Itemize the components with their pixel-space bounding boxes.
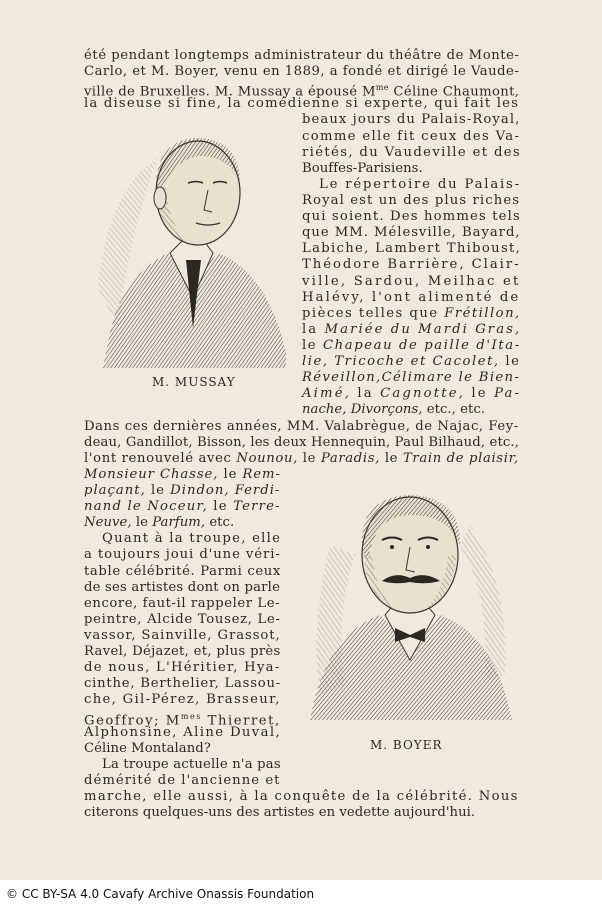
text-line [302, 145, 521, 160]
text-span: le [218, 466, 243, 482]
text-span: été pendant longtemps administrateur du théâtre de Monte- [84, 48, 520, 63]
text-span: le [499, 354, 521, 370]
text-span: démérité de l'ancienne et [84, 772, 281, 788]
text-line [84, 741, 211, 756]
text-span: le [145, 482, 171, 498]
italic-title: Frétillon, [444, 305, 521, 321]
text-span: cinthe, Berthelier, Lassou- [84, 676, 282, 692]
text-span: etc. [205, 515, 235, 531]
text-line [84, 612, 281, 627]
text-span: la diseuse si fine, la comédienne si experte, qui fait les [84, 96, 520, 112]
text-line [84, 483, 280, 498]
text-span: pièces telles que [302, 305, 445, 321]
text-span: Labiche, Lambert Thiboust, [302, 241, 522, 257]
italic-title: plaçant, [84, 482, 146, 498]
superscript: me [375, 83, 389, 93]
text-line [302, 161, 423, 176]
text-span: deau, Gandillot, Bisson, les deux Hennequin, Paul Bilhaud, etc., [84, 434, 520, 450]
text-span: Céline Montaland? [84, 740, 211, 756]
text-line [84, 419, 519, 434]
text-line [84, 64, 519, 79]
text-line [302, 402, 485, 417]
italic-title: Train de plaisir, [402, 450, 519, 466]
text-span: etc., etc. [422, 402, 486, 418]
text-line [302, 257, 521, 272]
text-span: le [297, 450, 321, 466]
text-line [84, 547, 281, 562]
text-line [302, 290, 520, 305]
text-line [302, 225, 521, 240]
text-span: citerons quelques-uns des artistes en vedette aujourd'hui. [84, 805, 476, 821]
text-span: encore, faut-il rappeler Le- [84, 595, 281, 611]
text-line [302, 241, 521, 256]
text-span: l'ont renouvelé avec [84, 450, 237, 466]
text-span: marche, elle aussi, à la conquête de la célébrité. Nous [84, 789, 519, 805]
text-span: peintre, Alcide Tousez, Le- [84, 611, 281, 627]
text-span: le [379, 450, 403, 466]
italic-title: Réveillon,Célimare le Bien- [302, 370, 521, 386]
text-span: le [465, 386, 495, 402]
text-span: Quant à la troupe, elle [102, 531, 282, 547]
text-line [84, 451, 519, 466]
italic-title: nand le Noceur, [84, 499, 208, 515]
text-span: de nous, L'Héritier, Hya- [84, 660, 281, 676]
text-line [84, 515, 234, 530]
text-span: Ravel, Déjazet, et, plus près [84, 644, 281, 660]
mussay-caption: M. MUSSAY [152, 375, 236, 389]
text-span: le [131, 515, 153, 531]
text-line [302, 274, 521, 289]
text-line [84, 644, 281, 659]
text-span: beaux jours du Palais-Royal, [302, 112, 521, 128]
text-span: riétés, du Vaudeville et des [302, 144, 522, 160]
text-line [84, 564, 281, 579]
text-line [84, 96, 519, 111]
text-span: vassor, Sainville, Grassot, [84, 627, 281, 643]
text-line [319, 177, 521, 192]
italic-title: Mariée du Mardi Gras, [324, 321, 522, 337]
text-line [84, 692, 281, 707]
text-span: Théodore Barrière, Clair- [302, 257, 521, 273]
text-span: table célébrité. Parmi ceux [84, 563, 281, 579]
text-line [302, 386, 521, 401]
italic-title: Nounou, [236, 450, 298, 466]
italic-title: Monsieur Chasse, [84, 466, 219, 482]
italic-title: nache, Divorçons, [302, 402, 423, 418]
italic-title: Terre- [233, 499, 281, 515]
text-span: qui soient. Des hommes tels [302, 209, 521, 225]
text-line [102, 757, 281, 772]
italic-title: Chapeau de paille d'Ita- [323, 337, 521, 353]
italic-title: Parfum, [152, 515, 206, 531]
text-span: Halévy, l'ont alimenté de [302, 289, 521, 305]
text-line [84, 628, 281, 643]
text-line [302, 338, 521, 353]
boyer-portrait [300, 485, 520, 725]
text-span: Geoffroy; M [84, 712, 181, 728]
text-line [84, 805, 475, 820]
text-span: que MM. Mélesville, Bayard, [302, 225, 521, 241]
text-line [302, 370, 520, 385]
text-line [84, 48, 519, 63]
license-footer: © CC BY-SA 4.0 Cavafy Archive Onassis Foundation [0, 880, 602, 909]
italic-title: Rem- [242, 466, 281, 482]
text-span: de ses artistes dont on parle [84, 579, 281, 595]
text-line [302, 112, 520, 127]
italic-title: Dindon, Ferdi- [170, 482, 281, 498]
text-line [84, 435, 519, 450]
text-line [84, 676, 281, 691]
italic-title: Cagnotte, [380, 386, 466, 402]
mussay-portrait [88, 128, 293, 368]
text-span: ville de Bruxelles. M. Mussay a épousé M [84, 84, 376, 100]
text-line [84, 773, 281, 788]
text-line [102, 531, 281, 546]
text-line [84, 499, 281, 514]
text-line [84, 580, 280, 595]
text-span: la [351, 386, 381, 402]
text-line [84, 660, 281, 675]
text-span: Bouffes-Parisiens. [302, 160, 423, 176]
text-span: Royal est un des plus riches [302, 192, 521, 208]
italic-title: Pa- [494, 386, 522, 402]
text-line [84, 467, 281, 482]
text-span: che, Gil-Pérez, Brasseur, [84, 692, 281, 708]
text-span: Le répertoire du Palais- [319, 176, 521, 192]
text-line [84, 725, 281, 740]
text-span: Thierret, [201, 712, 281, 728]
text-span: Carlo, et M. Boyer, venu en 1889, a fondé et dirigé le Vaude- [84, 64, 520, 80]
italic-title: Neuve, [84, 515, 132, 531]
text-span: le [302, 337, 323, 353]
text-span: Alphonsine, Aline Duval, [84, 724, 282, 740]
text-span: Céline Chaumont, [388, 84, 520, 100]
text-line [84, 596, 280, 611]
text-span: Dans ces dernières années, MM. Valabrègue, de Najac, Fey- [84, 418, 519, 434]
text-line [302, 193, 520, 208]
italic-title: lie, Tricoche et Cacolet, [302, 354, 500, 370]
text-line [302, 322, 521, 337]
text-span: La troupe actuelle n'a pas [102, 756, 281, 772]
text-line [302, 354, 520, 369]
italic-title: Aimé, [302, 386, 352, 402]
text-line [302, 129, 520, 144]
text-span: le [207, 499, 234, 515]
text-line [84, 789, 519, 804]
text-line [302, 306, 521, 321]
text-span: ville, Sardou, Meilhac et [302, 273, 521, 289]
superscript: mes [180, 711, 202, 721]
text-span: la [302, 321, 325, 337]
boyer-caption: M. BOYER [370, 738, 443, 752]
text-span: a toujours joui d'une véri- [84, 547, 281, 563]
text-line [302, 209, 521, 224]
italic-title: Paradis, [320, 450, 380, 466]
text-span: comme elle fit ceux des Va- [302, 128, 521, 144]
